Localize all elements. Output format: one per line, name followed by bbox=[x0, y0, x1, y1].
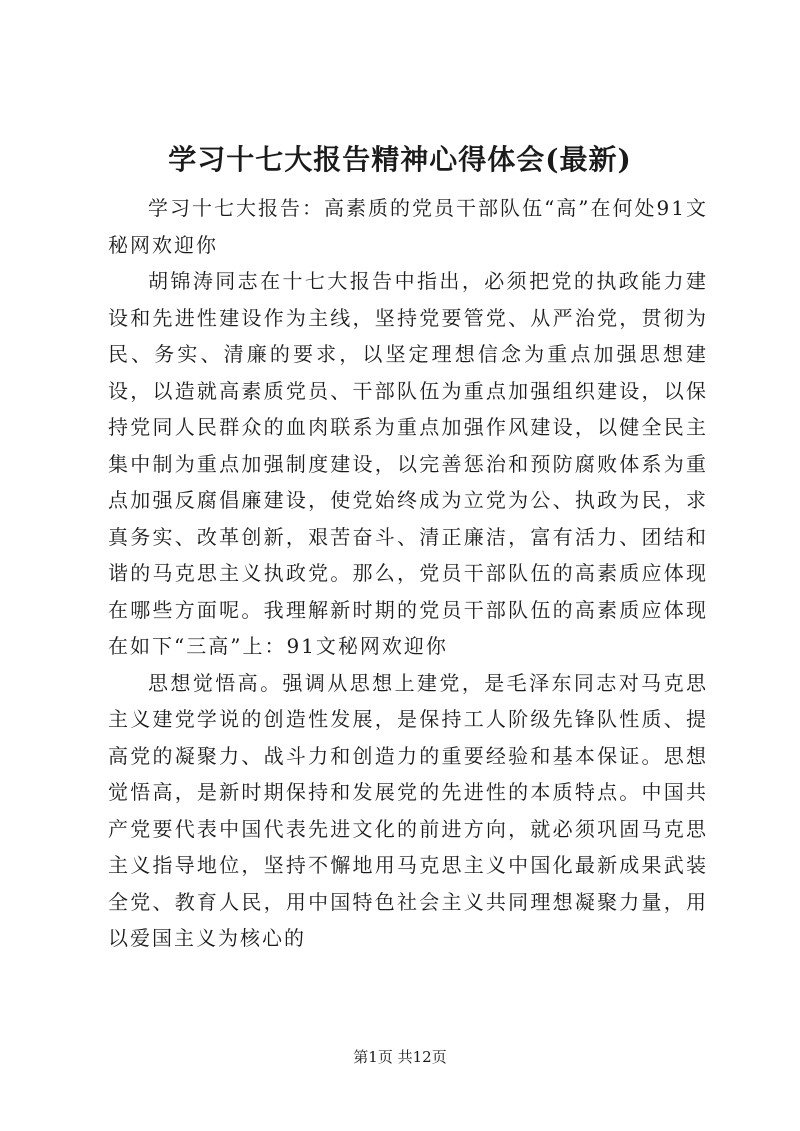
paragraph-main: 胡锦涛同志在十七大报告中指出，必须把党的执政能力建设和先进性建设作为主线，坚持党要管党、从严治党，贯彻为民、务实、清廉的要求，以坚定理想信念为重点加强思想建设，以造就高素质党员、干部队伍为重点加强组织建设，以保持党同人民群众的血肉联系为重点加强作风建设，以健全民主集中制为重点加强制度建设，以完善惩治和预防腐败体系为重点加强反腐倡廉建设，使党始终成为立党为公、执政为民，求真务实、改革创新，艰苦奋斗、清正廉洁，富有活力、团结和谐的马克思主义执政党。那么，党员干部队伍的高素质应体现在哪些方面呢。我理解新时期的党员干部队伍的高素质应体现在如下“三高”上：91文秘网欢迎你 bbox=[108, 269, 708, 658]
paragraph-intro: 学习十七大报告：高素质的党员干部队伍“高”在何处91文秘网欢迎你 bbox=[108, 196, 708, 257]
page-number: 第1页 共12页 bbox=[353, 1048, 447, 1066]
paragraph-thought: 思想觉悟高。强调从思想上建党，是毛泽东同志对马克思主义建党学说的创造性发展，是保持工人阶级先锋队性质、提高党的凝聚力、战斗力和创造力的重要经验和基本保证。思想觉悟高，是新时期保持和发展党的先进性的本质特点。中国共产党要代表中国代表先进文化的前进方向，就必须巩固马克思主义指导地位，坚持不懈地用马克思主义中国化最新成果武装全党、教育人民，用中国特色社会主义共同理想凝聚力量，用以爱国主义为核心的 bbox=[108, 670, 708, 950]
document-body bbox=[108, 190, 708, 957]
document-title: 学习十七大报告精神心得体会(最新) bbox=[168, 143, 632, 176]
